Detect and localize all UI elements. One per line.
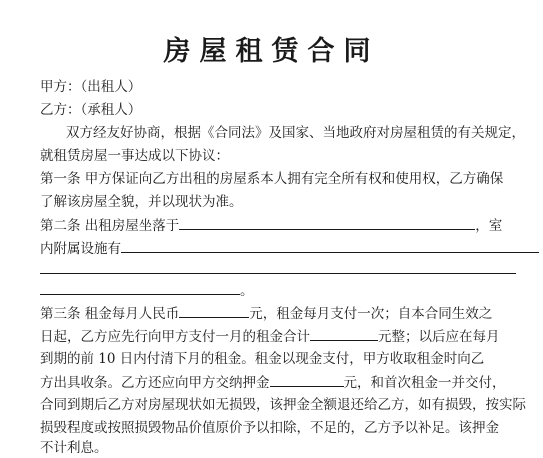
article-2-text-end: ，室 [475,218,503,234]
party-b-line: 乙方：（承租人） [40,102,142,118]
party-a-line: 甲方：（出租人） [40,79,142,95]
article-3-label: 第三条 [40,306,81,322]
article-3-line-2 [40,326,500,347]
article-2-line-2 [40,238,539,259]
address-blank[interactable] [179,215,475,230]
intro-line-1: 双方经友好协商，根据《合同法》及国家、当地政府对房屋租赁的有关规定， [66,125,525,141]
document-title: 房屋租赁合同 [163,36,380,67]
article-3-line-3: 到期的前 10 日内付清下月的租金。租金以现金支付，甲方收取租金时向乙 [40,351,485,367]
article-2-line-1 [40,215,502,236]
article-3-line-2-a: 日起，乙方应先行向甲方支付一月的租金合计 [40,329,310,345]
article-1-label: 第一条 [40,171,81,187]
article-2-line-4 [40,280,254,301]
article-3-text-a: 租金每月人民币 [84,306,180,322]
article-3-line-4-a: 方出具收条。乙方还应向甲方交纳押金 [40,375,270,391]
article-1-text: 甲方保证向乙方出租的房屋系本人拥有完全所有权和使用权，乙方确保 [84,171,504,187]
article-3-line-2-b: 元整；以后应在每月 [378,329,500,345]
article-3-line-6: 损毁程度或按照损毁物品价值原价予以扣除，不足的，乙方予以补足。该押金 [40,420,499,436]
article-3-line-7: 不计利息。 [40,440,108,456]
deposit-blank[interactable] [270,372,344,387]
facilities-label: 内附属设施有 [40,241,121,257]
facilities-blank-line-2[interactable] [40,273,516,274]
intro-line-2: 就租赁房屋一事达成以下协议： [40,148,229,164]
article-3-line-4 [40,372,506,393]
facilities-blank-line-3[interactable] [40,280,240,295]
article-3-line-5: 合同到期后乙方对房屋现状如无损毁，该押金全额退还给乙方，如有损毁，按实际 [40,397,526,413]
facilities-blank[interactable] [121,238,539,253]
article-3-line-1 [40,303,492,324]
first-rent-blank[interactable] [310,326,378,341]
article-3-text-b: 元，租金每月支付一次；自本合同生效之 [249,306,493,322]
article-2-label: 第二条 [40,218,81,234]
monthly-rent-blank[interactable] [179,303,249,318]
article-1-line-1 [40,169,503,189]
article-2-end-period: 。 [240,283,254,299]
article-3-line-4-b: 元，和首次租金一并交付， [343,375,506,391]
article-1-line-2: 了解该房屋全貌，并以现状为准。 [40,194,243,210]
article-2-text: 出租房屋坐落于 [84,218,180,234]
